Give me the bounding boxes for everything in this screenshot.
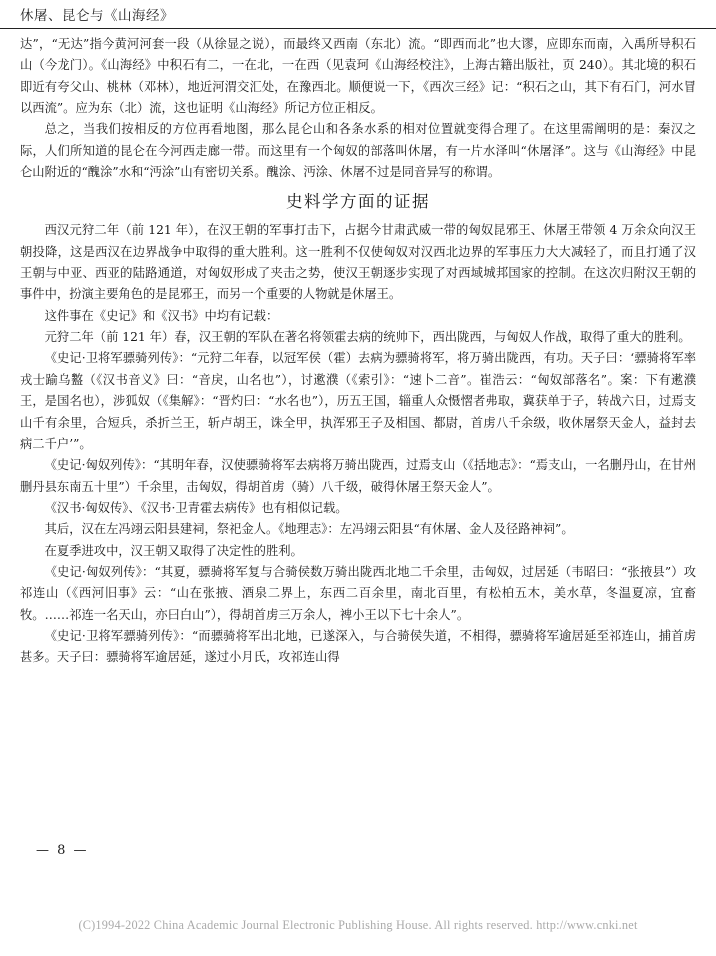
paragraph: 这件事在《史记》和《汉书》中均有记载： — [44, 308, 279, 323]
article-body — [20, 34, 696, 669]
copyright-notice: (C)1994-2022 China Academic Journal Electronic Publishing House. All rights reserved. http://www.cnki.net — [78, 918, 638, 932]
paragraph: 《汉书·匈奴传》、《汉书·卫青霍去病传》也有相似记载。 — [44, 500, 348, 515]
paragraph: 《史记·匈奴列传》：“其夏，骠骑将军复与合骑侯数万骑出陇西北地二千余里，击匈奴，过居延（韦昭曰：“张掖县”）攻祁连山（《西河旧事》云：“山在张掖、酒泉二界上，东西二百余里，南北百里，有松柏五木，美水草，冬温夏凉，宜畜牧。……祁连一名天山，亦曰白山”），得胡首虏三万余人，裨小王以下七十余人”。 — [20, 564, 696, 622]
paragraph: 西汉元狩二年（前 121 年），在汉王朝的军事打击下，占据今甘肃武威一带的匈奴昆邪王、休屠王带领 4 万余众向汉王朝投降，这是西汉在边界战争中取得的重大胜利。这一胜利不仅使匈奴对汉西北边界的军事压力大大减轻了，而且打通了汉王朝与中亚、西亚的陆路通道，对匈奴形成了夹击之势，使汉王朝逐步实现了对西域城邦国家的控制。在这次归附汉王朝的事件中，扮演主要角色的是昆邪王，而另一个重要的人物就是休屠王。 — [20, 223, 696, 302]
header-rule — [0, 28, 716, 29]
running-head: 休屠、昆仑与《山海经》 — [20, 8, 174, 24]
paragraph: 《史记·卫将军骠骑列传》：“元狩二年春，以冠军侯（霍）去病为骠骑将军，将万骑出陇西，有功。天子曰：‘骠骑将军率戎士踰乌盭（《汉书音义》曰：“音戾，山名也”），讨遬濮（《索引》：“速卜二音”。崔浩云：“匈奴部落名”。案：下有遬濮王，是国名也），涉狐奴（《集解》：“晋灼曰：“水名也”），历五王国，辎重人众慑慴者弗取，冀获单于子，转战六日，过焉支山千有余里，合短兵，杀折兰王，斩卢胡王，诛全甲，执浑邪王子及相国、都尉，首虏八千余级，收休屠祭天金人，益封去病二千户’”。 — [20, 351, 696, 451]
paragraph: 元狩二年（前 121 年）春，汉王朝的军队在著名将领霍去病的统帅下，西出陇西，与匈奴人作战，取得了重大的胜利。 — [44, 330, 691, 345]
paragraph: 在夏季进攻中，汉王朝又取得了决定性的胜利。 — [44, 543, 303, 558]
section-title: 史料学方面的证据 — [286, 192, 430, 212]
page-number: — 8 — — [36, 843, 89, 858]
paragraph: 达”，“无达”指今黄河河套一段（从徐显之说），而最终又西南（东北）流。“即西而北”也大谬，应即东而南，入禹所导积石山（今龙门）。《山海经》中积石有二，一在北，一在西（见袁珂《山海经校注》，上海古籍出版社，页 240）。其北境的积石即近有夸父山、桃林（邓林），地近河渭交汇处，在豫西北。顺便说一下，《西次三经》记：“积石之山，其下有石门，河水冒以西流”。应为东（北）流，这也证明《山海经》所记方位正相反。 — [20, 37, 696, 116]
paragraph: 其后，汉在左冯翊云阳县建祠，祭祀金人。《地理志》：左冯翊云阳县“有休屠、金人及径路神祠”。 — [44, 522, 574, 537]
paragraph: 总之，当我们按相反的方位再看地图，那么昆仑山和各条水系的相对位置就变得合理了。在这里需阐明的是：秦汉之际，人们所知道的昆仑在今河西走廊一带。而这里有一个匈奴的部落叫休屠，有一片水泽叫“休屠泽”。这与《山海经》中昆仑山附近的“醜涂”水和“沔涂”山有密切关系。醜涂、沔涂、休屠不过是同音异写的称谓。 — [20, 122, 696, 180]
paragraph: 《史记·卫将军骠骑列传》：“而骠骑将军出北地，已遂深入，与合骑侯失道，不相得，骠骑将军逾居延至祁连山，捕首虏甚多。天子曰：骠骑将军逾居延，遂过小月氏，攻祁连山得 — [20, 628, 696, 665]
paragraph: 《史记·匈奴列传》：“其明年春，汉使骠骑将军去病将万骑出陇西，过焉支山（《括地志》：“焉支山，一名删丹山，在甘州删丹县东南五十里”）千余里，击匈奴，得胡首虏（骑）八千级，破得休屠王祭天金人”。 — [20, 458, 696, 494]
